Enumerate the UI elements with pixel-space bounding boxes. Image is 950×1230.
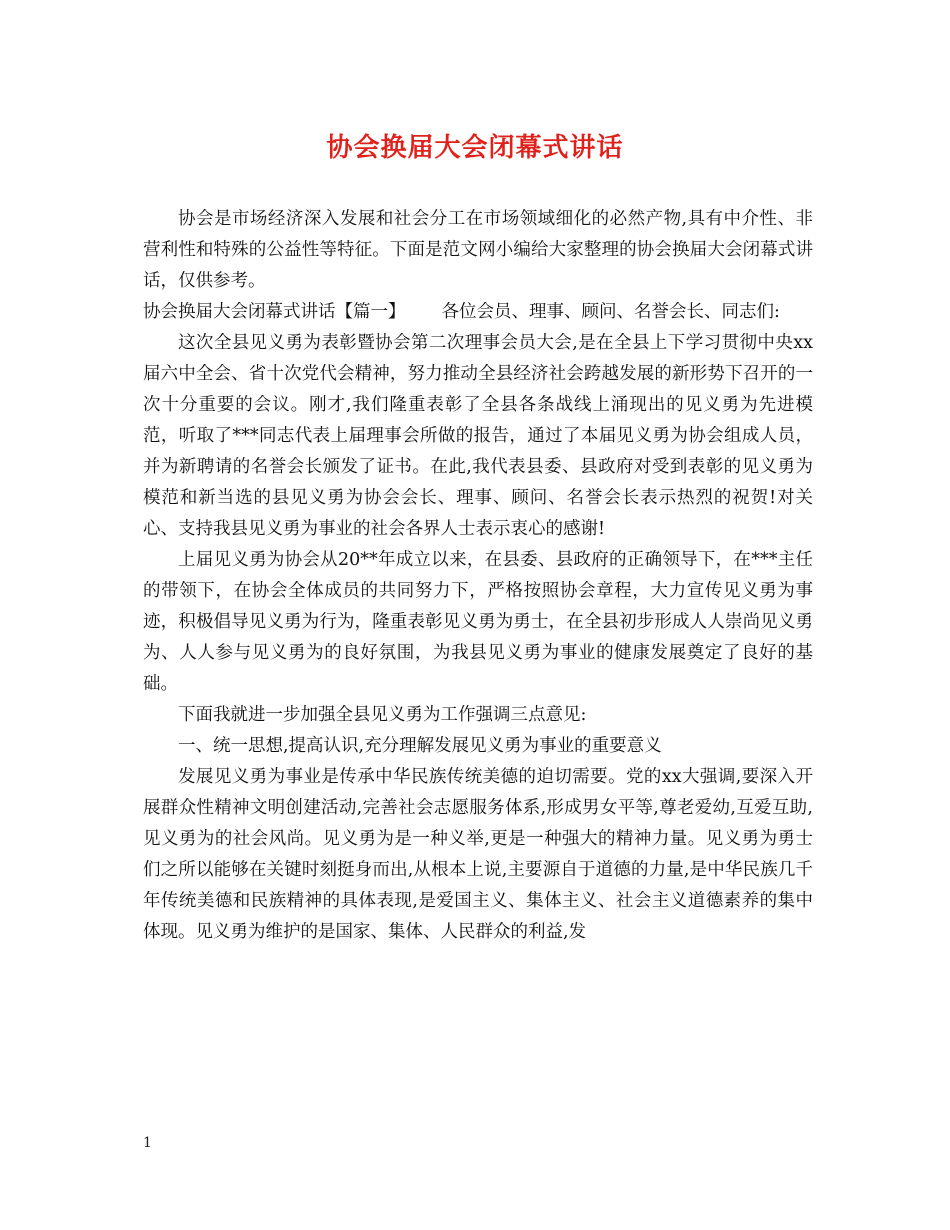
document-body xyxy=(143,204,813,948)
body-paragraph-4: 一、统一思想,提高认识,充分理解发展见义勇为事业的重要意义 xyxy=(178,736,662,756)
salutation: 各位会员、理事、顾问、名誉会长、同志们: xyxy=(441,302,780,322)
intro-paragraph: 协会是市场经济深入发展和社会分工在市场领域细化的必然产物,具有中介性、非营利性和特殊的公益性等特征。下面是范文网小编给大家整理的协会换届大会闭幕式讲话，仅供参考。 xyxy=(143,209,813,291)
section-heading-line xyxy=(143,297,813,328)
body-paragraph-2: 上届见义勇为协会从20**年成立以来，在县委、县政府的正确领导下，在***主任的带领下，在协会全体成员的共同努力下，严格按照协会章程，大力宣传见义勇为事迹，积极倡导见义勇为行为，隆重表彰见义勇为勇士，在全县初步形成人人崇尚见义勇为、人人参与见义勇为的良好氛围，为我县见义勇为事业的健康发展奠定了良好的基础。 xyxy=(143,550,813,694)
body-paragraph-3: 下面我就进一步加强全县见义勇为工作强调三点意见: xyxy=(178,705,587,725)
document-title: 协会换届大会闭幕式讲话 xyxy=(326,133,624,163)
page-number: 1 xyxy=(143,1135,152,1151)
body-paragraph-5: 发展见义勇为事业是传承中华民族传统美德的迫切需要。党的xx大强调,要深入开展群众性精神文明创建活动,完善社会志愿服务体系,形成男女平等,尊老爱幼,互爱互助,见义勇为的社会风尚。见义勇为是一种义举,更是一种强大的精神力量。见义勇为勇士们之所以能够在关键时刻挺身而出,从根本上说,主要源自于道德的力量,是中华民族几千年传统美德和民族精神的具体表现,是爱国主义、集体主义、社会主义道德素养的集中体现。见义勇为维护的是国家、集体、人民群众的利益,发 xyxy=(143,767,813,942)
body-paragraph-1: 这次全县见义勇为表彰暨协会第二次理事会员大会,是在全县上下学习贯彻中央xx届六中全会、省十次党代会精神，努力推动全县经济社会跨越发展的新形势下召开的一次十分重要的会议。刚才,我们隆重表彰了全县各条战线上涌现出的见义勇为先进模范，听取了***同志代表上届理事会所做的报告，通过了本届见义勇为协会组成人员，并为新聘请的名誉会长颁发了证书。在此,我代表县委、县政府对受到表彰的见义勇为模范和新当选的县见义勇为协会会长、理事、顾问、名誉会长表示热烈的祝贺!对关心、支持我县见义勇为事业的社会各界人士表示衷心的感谢! xyxy=(143,333,813,539)
section-heading: 协会换届大会闭幕式讲话【篇一】 xyxy=(143,302,406,322)
